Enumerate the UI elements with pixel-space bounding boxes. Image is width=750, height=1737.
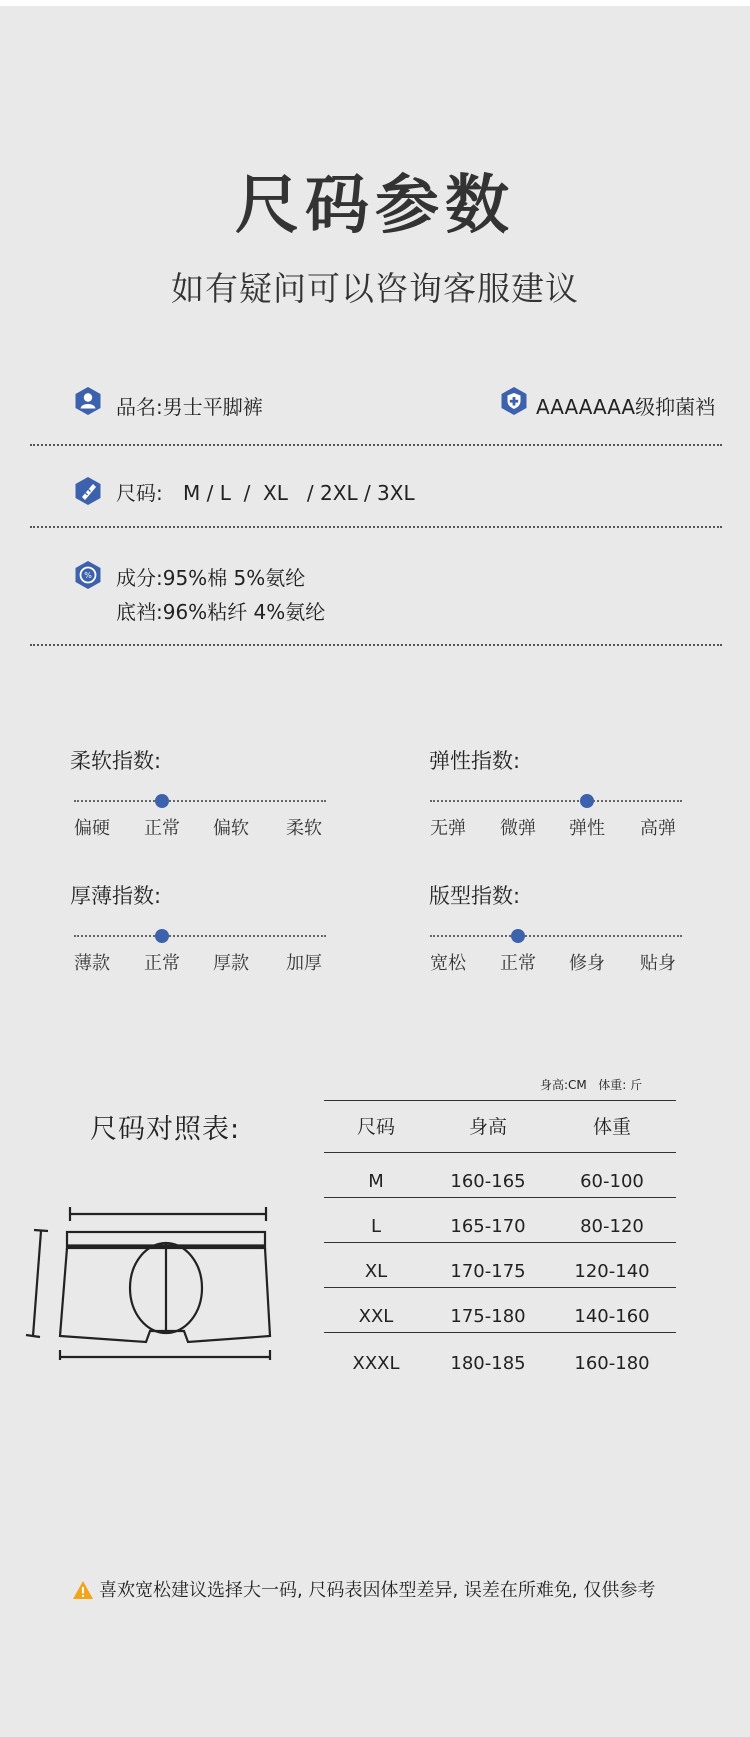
size-chart-title: 尺码对照表: bbox=[90, 1114, 241, 1145]
header-size: 尺码 bbox=[356, 1116, 395, 1138]
table-cell: XXL bbox=[358, 1306, 394, 1327]
person-icon bbox=[73, 386, 103, 416]
table-cell: 60-100 bbox=[580, 1171, 644, 1192]
header-height: 身高 bbox=[468, 1116, 507, 1138]
index-track bbox=[430, 800, 682, 802]
index-level-marker bbox=[155, 929, 169, 943]
index-title: 版型指数: bbox=[429, 884, 521, 908]
index-label: 厚款 bbox=[213, 953, 249, 974]
table-rule bbox=[324, 1152, 676, 1153]
size-guide-page bbox=[0, 6, 750, 1737]
index-track bbox=[74, 935, 326, 937]
index-track bbox=[430, 935, 682, 937]
size-label: 尺码: bbox=[116, 481, 163, 505]
table-rule bbox=[324, 1100, 676, 1101]
page-title: 尺码参数 bbox=[235, 169, 515, 243]
page-subtitle: 如有疑问可以咨询客服建议 bbox=[171, 269, 579, 308]
index-level-marker bbox=[155, 794, 169, 808]
table-cell: 160-180 bbox=[574, 1353, 650, 1374]
table-rule bbox=[324, 1332, 676, 1333]
index-label: 微弹 bbox=[500, 818, 536, 839]
warning-icon bbox=[72, 1580, 94, 1600]
ruler-icon bbox=[73, 476, 103, 506]
crotch-composition: 底裆:96%粘纤 4%氨纶 bbox=[116, 600, 326, 624]
boxer-diagram-icon bbox=[24, 1198, 284, 1360]
index-label: 薄款 bbox=[74, 953, 110, 974]
index-label: 正常 bbox=[500, 953, 536, 974]
index-label: 弹性 bbox=[569, 818, 605, 839]
index-title: 弹性指数: bbox=[429, 749, 521, 773]
divider bbox=[30, 444, 722, 446]
product-name: 品名:男士平脚裤 bbox=[116, 395, 263, 419]
table-rule bbox=[324, 1287, 676, 1288]
footer-note: 喜欢宽松建议选择大一码, 尺码表因体型差异, 误差在所难免, 仅供参考 bbox=[99, 1580, 656, 1601]
index-label: 宽松 bbox=[430, 953, 466, 974]
divider bbox=[30, 644, 722, 646]
index-label: 贴身 bbox=[640, 953, 676, 974]
table-cell: 160-165 bbox=[450, 1171, 526, 1192]
index-label: 偏软 bbox=[213, 818, 249, 839]
index-label: 柔软 bbox=[286, 818, 322, 839]
table-cell: 165-170 bbox=[450, 1216, 526, 1237]
index-level-marker bbox=[580, 794, 594, 808]
table-cell: 120-140 bbox=[574, 1261, 650, 1282]
index-label: 偏硬 bbox=[74, 818, 110, 839]
antibacterial-label: AAAAAAA级抑菌裆 bbox=[536, 395, 716, 419]
index-label: 高弹 bbox=[640, 818, 676, 839]
shield-cross-icon bbox=[499, 386, 529, 416]
index-title: 柔软指数: bbox=[70, 749, 162, 773]
table-cell: M bbox=[368, 1171, 384, 1192]
percent-badge-icon bbox=[73, 560, 103, 590]
svg-text:%: % bbox=[84, 571, 92, 580]
composition: 成分:95%棉 5%氨纶 bbox=[116, 566, 306, 590]
index-label: 正常 bbox=[144, 953, 180, 974]
table-cell: XL bbox=[364, 1261, 388, 1282]
index-label: 加厚 bbox=[286, 953, 322, 974]
header-weight: 体重 bbox=[592, 1116, 631, 1138]
table-rule bbox=[324, 1197, 676, 1198]
table-cell: 140-160 bbox=[574, 1306, 650, 1327]
divider bbox=[30, 526, 722, 528]
table-cell: 180-185 bbox=[450, 1353, 526, 1374]
index-level-marker bbox=[511, 929, 525, 943]
table-cell: L bbox=[370, 1216, 382, 1237]
index-label: 修身 bbox=[569, 953, 605, 974]
size-list: M / L / XL / 2XL / 3XL bbox=[183, 481, 415, 505]
table-cell: XXXL bbox=[352, 1353, 400, 1374]
index-title: 厚薄指数: bbox=[70, 884, 162, 908]
table-cell: 175-180 bbox=[450, 1306, 526, 1327]
table-cell: 170-175 bbox=[450, 1261, 526, 1282]
index-label: 无弹 bbox=[430, 818, 466, 839]
unit-note: 身高:CM 体重: 斤 bbox=[540, 1078, 643, 1092]
index-label: 正常 bbox=[144, 818, 180, 839]
table-cell: 80-120 bbox=[580, 1216, 644, 1237]
table-rule bbox=[324, 1242, 676, 1243]
index-track bbox=[74, 800, 326, 802]
